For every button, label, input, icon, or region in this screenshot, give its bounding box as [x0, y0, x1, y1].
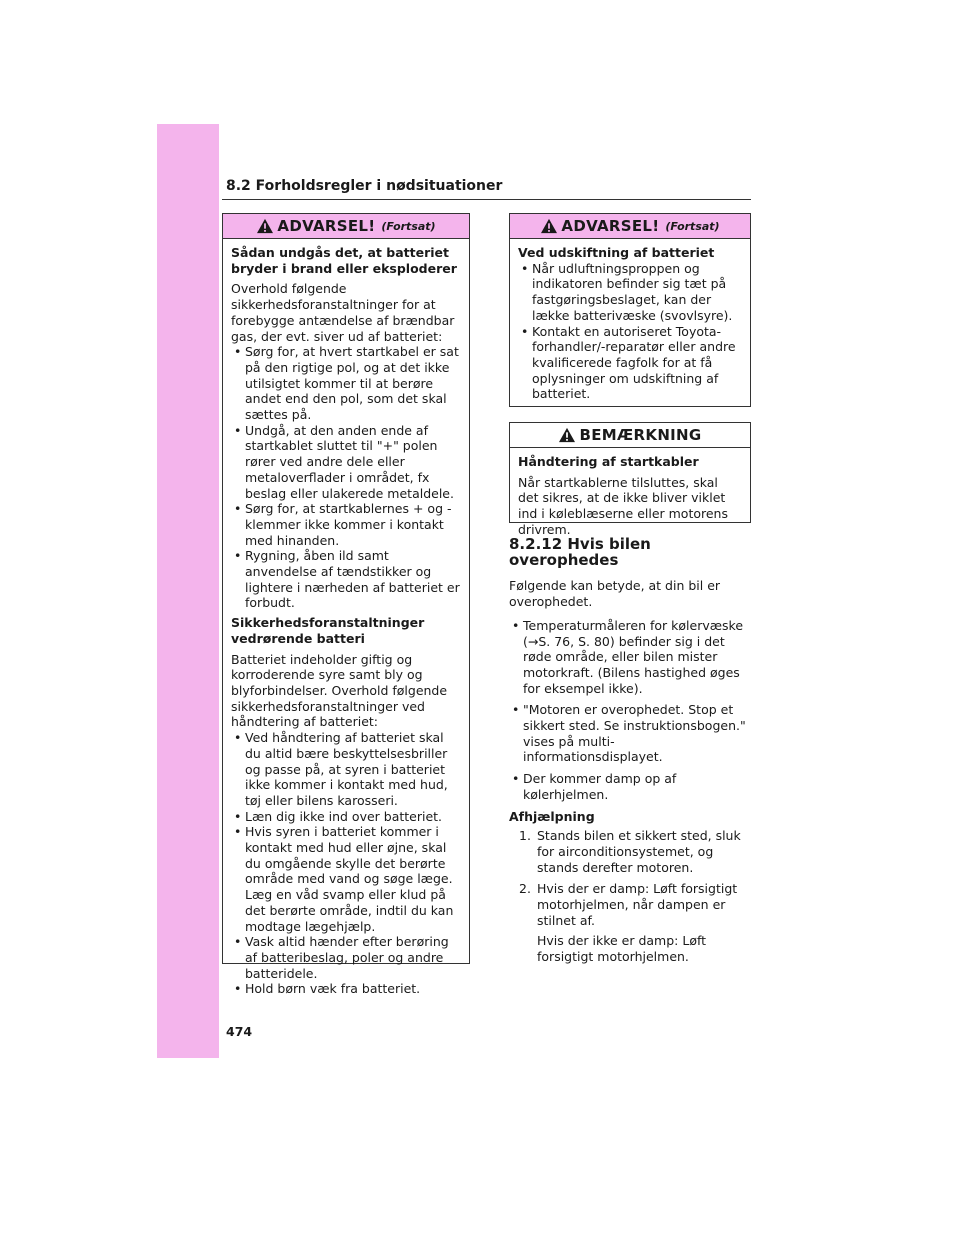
warning-title: ADVARSEL! [561, 217, 660, 235]
step-number: 1. [519, 828, 531, 844]
warning-triangle-icon [256, 218, 274, 234]
warning-triangle-icon [540, 218, 558, 234]
notice-title: BEMÆRKNING [579, 426, 702, 444]
warning-box-header [510, 214, 750, 239]
header-divider [222, 199, 751, 200]
list-item: • Vask altid hænder efter berøring af batteribeslag, poler og andre batteridele. [231, 934, 461, 981]
list-item: • Ved håndtering af batteriet skal du altid bære beskyttelsesbriller og passe på, at syren i batteriet ikke kommer i kontakt med hud, tøj eller bilens karosseri. [231, 730, 461, 809]
remedy-heading: Afhjælpning [509, 808, 595, 824]
warning-box-left [222, 213, 470, 997]
warning-paragraph: Batteriet indeholder giftig og korroderende syre samt bly og blyforbindelser. Overhold følgende sikkerhedsforanstaltninger ved håndtering af batteriet: [231, 651, 448, 730]
list-item: • "Motoren er overophedet. Stop et sikkert sted. Se instruktionsbogen." vises på multi-informationsdisplayet. [509, 702, 754, 765]
notice-triangle-icon [558, 427, 576, 443]
notice-box-header [510, 423, 750, 448]
list-item: • Hvis syren i batteriet kommer i kontakt med hud eller øjne, skal du omgående skylle det berørte område med vand og søge læge. Læg en våd svamp eller klud på det berørte område, indtil du kan modtage lægehjælp. [231, 824, 461, 934]
warning-box-header [223, 214, 469, 239]
side-tab-strip [157, 124, 219, 1058]
list-item: • Der kommer damp op af kølerhjelmen. [509, 771, 754, 802]
notice-paragraph: Når startkablerne tilsluttes, skal det sikres, at de ikke bliver viklet ind i køleblæserne eller motorens drivrem. [518, 474, 728, 537]
warning-subheading: Ved udskiftning af batteriet [518, 245, 715, 260]
warning-box-right [509, 213, 751, 407]
section-overheating [509, 537, 754, 971]
list-item: • Rygning, åben ild samt anvendelse af tændstikker og lightere i nærheden af batteriet er forbudt. [231, 548, 461, 611]
warning-list-2 [231, 730, 461, 997]
warning-list-1 [231, 344, 461, 611]
warning-list [518, 261, 742, 402]
step-text: Stands bilen et sikkert sted, sluk for airconditionsystemet, og stands derefter motoren. [537, 828, 741, 875]
list-item: • Undgå, at den anden ende af startkablet sluttet til "+" polen rører ved andre dele eller metaloverflader i området, fx beslag eller ulakerede metaldele. [231, 423, 461, 502]
list-item: • Når udluftningsproppen og indikatoren befinder sig tæt på fastgøringsbeslaget, kan der lække batterivæske (svovlsyre). [518, 261, 742, 324]
section-header: 8.2 Forholdsregler i nødsituationer [226, 178, 503, 194]
page-number: 474 [226, 1024, 253, 1039]
step-text: Hvis der er damp: Løft forsigtigt motorhjelmen, når dampen er stilnet af. [537, 881, 738, 928]
warning-continued: (Fortsat) [665, 219, 720, 233]
list-item: • Læn dig ikke ind over batteriet. [231, 809, 461, 825]
symptom-list [509, 618, 754, 803]
warning-continued: (Fortsat) [381, 219, 436, 233]
list-item: • Sørg for, at startkablernes + og - klemmer ikke kommer i kontakt med hinanden. [231, 501, 461, 548]
warning-paragraph: Overhold følgende sikkerhedsforanstaltninger for at forebygge antændelse af brændbar gas, der evt. siver ud af batteriet: [231, 281, 455, 344]
list-item: • Temperaturmåleren for kølervæske (→S. 76, S. 80) befinder sig i det røde område, eller bilen mister motorkraft. (Bilens hastighed øges for eksempel ikke). [509, 618, 754, 697]
section-intro: Følgende kan betyde, at din bil er overophedet. [509, 578, 721, 610]
warning-subheading: Sikkerhedsforanstaltninger vedrørende batteri [231, 615, 425, 646]
notice-subheading: Håndtering af startkabler [518, 454, 699, 469]
section-title: 8.2.12 Hvis bilen overophedes [509, 535, 651, 569]
list-item: • Hold børn væk fra batteriet. [231, 981, 461, 997]
notice-box [509, 422, 751, 537]
list-item: • Sørg for, at hvert startkabel er sat på den rigtige pol, og at det ikke utilsigtet kommer til at berøre andet end den pol, som det skal sættes på. [231, 344, 461, 423]
step-item [519, 828, 754, 875]
warning-subheading: Sådan undgås det, at batteriet bryder i brand eller eksploderer [231, 245, 457, 276]
list-item: • Kontakt en autoriseret Toyota-forhandler/-reparatør eller andre kvalificerede fagfolk for at få oplysninger om udskiftning af batteriet. [518, 324, 742, 403]
step-item [519, 881, 754, 965]
remedy-steps [509, 828, 754, 965]
step-number: 2. [519, 881, 531, 897]
warning-title: ADVARSEL! [277, 217, 376, 235]
step-subtext: Hvis der ikke er damp: Løft forsigtigt motorhjelmen. [537, 933, 707, 965]
